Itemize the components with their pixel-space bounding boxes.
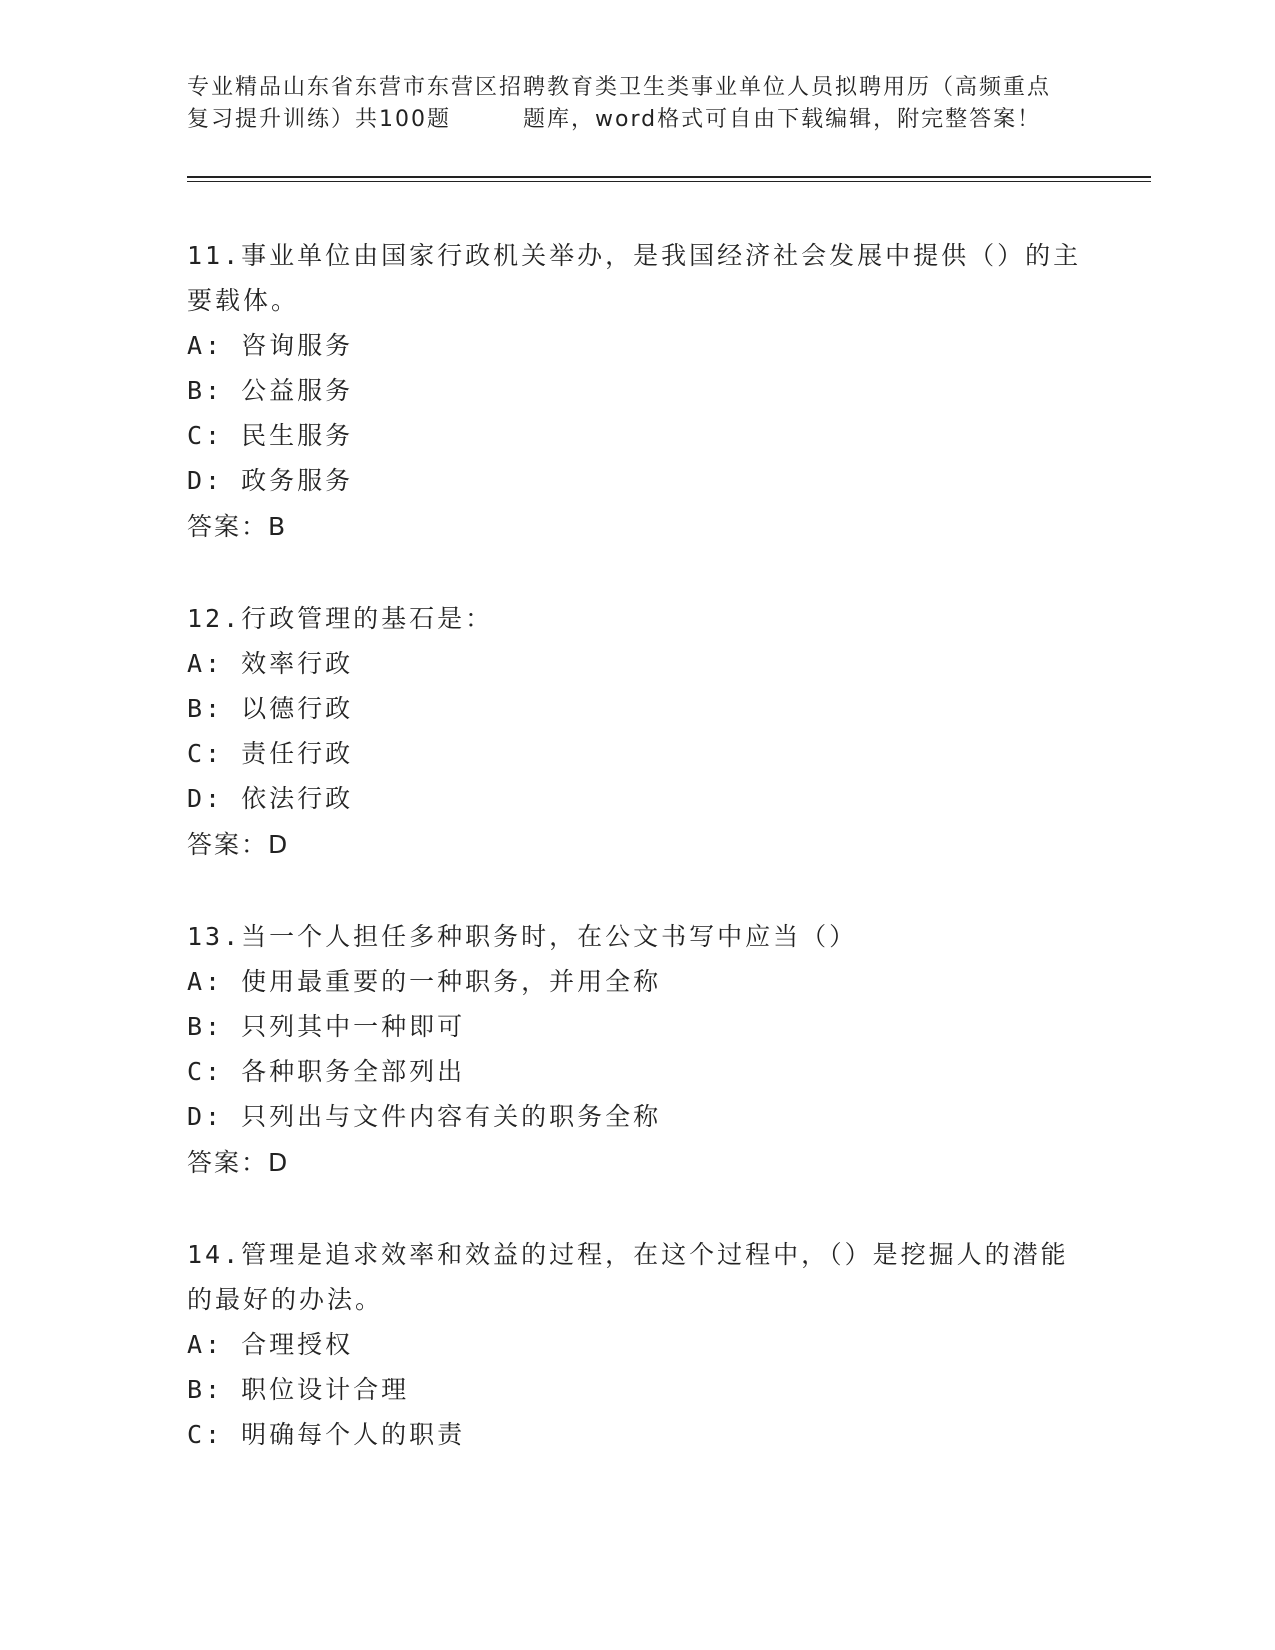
- option-b: [187, 686, 1087, 731]
- option-letter: A:: [187, 649, 224, 678]
- option-text: 政务服务: [241, 466, 354, 495]
- header-divider-thin: [187, 181, 1151, 182]
- option-c: [187, 413, 1087, 458]
- option-text: 使用最重要的一种职务，并用全称: [241, 967, 662, 996]
- header-title-line-2-right: 题库，word格式可自由下载编辑，附完整答案！: [523, 107, 1042, 132]
- question-stem: 14.管理是追求效率和效益的过程，在这个过程中，（）是挖掘人的潜能的最好的办法。: [187, 1240, 1069, 1314]
- option-b: [187, 368, 1087, 413]
- option-text: 合理授权: [241, 1330, 354, 1359]
- answer-line: 答案：B: [187, 512, 288, 541]
- option-a: [187, 959, 1087, 1004]
- header-title-line-2-left: 复习提升训练）共100题: [187, 107, 451, 132]
- document-header: [187, 72, 1087, 136]
- option-letter: C:: [187, 1057, 224, 1086]
- option-a: [187, 641, 1087, 686]
- answer-line: 答案：D: [187, 1148, 290, 1177]
- option-letter: B:: [187, 376, 224, 405]
- option-text: 只列出与文件内容有关的职务全称: [241, 1102, 662, 1131]
- option-letter: D:: [187, 784, 224, 813]
- option-text: 咨询服务: [241, 331, 354, 360]
- option-d: [187, 1094, 1087, 1139]
- option-text: 公益服务: [241, 376, 354, 405]
- option-text: 依法行政: [241, 784, 354, 813]
- option-text: 效率行政: [241, 649, 354, 678]
- question-stem: 11.事业单位由国家行政机关举办，是我国经济社会发展中提供（）的主要载体。: [187, 241, 1082, 315]
- question-stem: 13.当一个人担任多种职务时，在公文书写中应当（）: [187, 922, 858, 951]
- option-letter: C:: [187, 1420, 224, 1449]
- option-letter: A:: [187, 331, 224, 360]
- option-a: [187, 323, 1087, 368]
- option-text: 责任行政: [241, 739, 354, 768]
- header-title-line-2: [187, 104, 1087, 136]
- option-letter: B:: [187, 1375, 224, 1404]
- header-title-line-1: 专业精品山东省东营市东营区招聘教育类卫生类事业单位人员拟聘用历（高频重点: [187, 75, 1052, 100]
- option-letter: A:: [187, 1330, 224, 1359]
- question-14: [187, 1232, 1087, 1457]
- option-letter: B:: [187, 1012, 224, 1041]
- option-letter: D:: [187, 466, 224, 495]
- question-list: [187, 233, 1087, 1503]
- option-letter: C:: [187, 739, 224, 768]
- question-13: [187, 914, 1087, 1186]
- option-b: [187, 1004, 1087, 1049]
- option-a: [187, 1322, 1087, 1367]
- answer-line: 答案：D: [187, 830, 290, 859]
- option-text: 以德行政: [241, 694, 354, 723]
- option-text: 职位设计合理: [241, 1375, 410, 1404]
- question-stem: 12.行政管理的基石是：: [187, 604, 494, 633]
- option-text: 只列其中一种即可: [241, 1012, 466, 1041]
- header-divider-thick: [187, 176, 1151, 178]
- option-text: 各种职务全部列出: [241, 1057, 466, 1086]
- option-text: 民生服务: [241, 421, 354, 450]
- option-letter: A:: [187, 967, 224, 996]
- option-c: [187, 1049, 1087, 1094]
- option-c: [187, 731, 1087, 776]
- option-text: 明确每个人的职责: [241, 1420, 466, 1449]
- option-letter: D:: [187, 1102, 224, 1131]
- option-c: [187, 1412, 1087, 1457]
- option-letter: C:: [187, 421, 224, 450]
- option-letter: B:: [187, 694, 224, 723]
- option-d: [187, 776, 1087, 821]
- question-11: [187, 233, 1087, 550]
- option-b: [187, 1367, 1087, 1412]
- question-12: [187, 596, 1087, 868]
- option-d: [187, 458, 1087, 503]
